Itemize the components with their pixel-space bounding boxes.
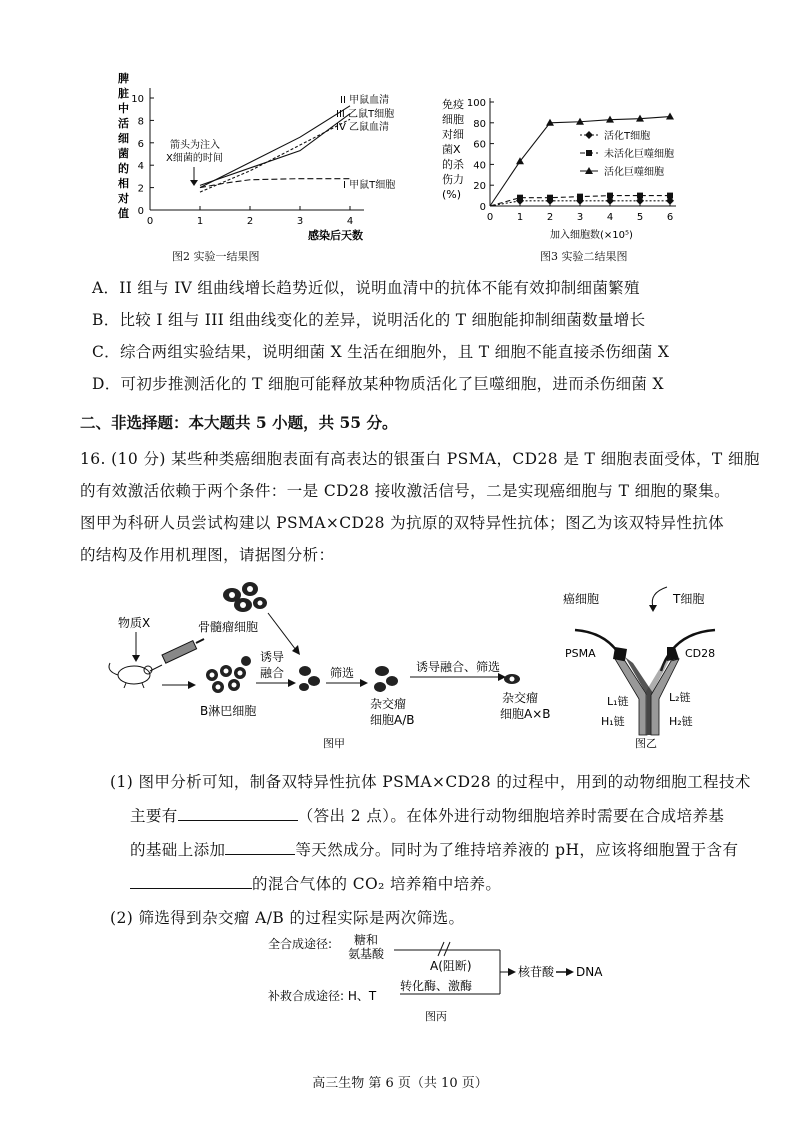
amino-label: 氨基酸 xyxy=(348,947,385,961)
y-axis-label-line: 免疫 xyxy=(442,98,464,111)
figure-yi-caption: 图乙 xyxy=(635,737,657,750)
series-line-4 xyxy=(200,179,350,188)
figure-2-caption: 图2 实验一结果图 xyxy=(172,250,260,263)
data-point-square xyxy=(667,193,673,199)
y-axis-label-char: 值 xyxy=(118,207,129,220)
sub1-line3a: 的基础上添加 xyxy=(130,841,226,859)
page-footer: 高三生物 第 6 页（共 10 页） xyxy=(312,1076,488,1091)
myeloma-cells-icon xyxy=(223,582,267,612)
fused-cells-icon xyxy=(299,666,320,691)
legend-unactivated-macro: 未活化巨噬细胞 xyxy=(604,149,674,160)
b-lymphocyte-icon xyxy=(206,656,251,693)
x-tick-label: 5 xyxy=(636,212,644,223)
y-axis-label-line: 菌X xyxy=(442,143,461,156)
sub1-line3b: 等天然成分。同时为了维持培养液的 pH，应该将细胞置于含有 xyxy=(295,841,739,859)
legend-activated-macro: 活化巨噬细胞 xyxy=(604,167,664,178)
q16-line4: 的结构及作用机理图，请据图分析： xyxy=(80,546,335,564)
x-tick-label: 3 xyxy=(296,216,304,227)
t-cell-label: T细胞 xyxy=(673,592,705,606)
sub1-line1: (1) 图甲分析可知，制备双特异性抗体 PSMA×CD28 的过程中，用到的动物细胞工程技术 xyxy=(110,773,751,791)
hybridoma-axb-icon xyxy=(504,674,520,684)
legend-marker-square xyxy=(586,150,592,156)
figure-3-caption: 图3 实验二结果图 xyxy=(540,250,628,263)
y-axis-label-char: 脾 xyxy=(118,72,129,85)
figure-2 xyxy=(110,70,400,260)
sub1-line2 xyxy=(130,804,724,826)
x-tick-label: 2 xyxy=(546,212,554,223)
y-tick-label: 80 xyxy=(473,118,486,130)
y-tick-label: 60 xyxy=(473,139,486,151)
sub1-line4-text: 的混合气体的 CO₂ 培养箱中培养。 xyxy=(252,875,502,893)
sub1-line4 xyxy=(130,872,501,894)
sub1-line2b: （答出 2 点）。在体外进行动物细胞培养时需要在合成培养基 xyxy=(297,807,725,825)
sub1-line2a: 主要有 xyxy=(130,807,178,825)
cancer-cell-label: 癌细胞 xyxy=(563,592,600,606)
section-title: 二、非选择题：本大题共 5 小题，共 55 分。 xyxy=(80,413,398,432)
hybridoma-ab-line1: 杂交瘤 xyxy=(370,697,407,711)
hybridoma-ab-line2: 细胞A/B xyxy=(370,713,415,727)
syringe-icon xyxy=(150,639,204,671)
data-point-triangle xyxy=(666,113,674,120)
option-d: D．可初步推测活化的 T 细胞可能释放某种物质活化了巨噬细胞，进而杀伤细菌 X xyxy=(92,375,664,393)
data-point-square xyxy=(577,194,583,200)
figure-yi xyxy=(555,575,735,755)
y-tick-label: 0 xyxy=(137,206,144,217)
figure-3-chart xyxy=(440,88,710,258)
y-tick-label: 2 xyxy=(137,183,144,195)
legend-II: II 甲鼠血清 xyxy=(340,95,390,106)
sub1-line3 xyxy=(130,838,738,860)
mouse-icon xyxy=(109,663,152,688)
x-tick-label: 3 xyxy=(576,212,584,223)
x-tick-label: 1 xyxy=(516,212,524,223)
legend-activated-t: 活化T细胞 xyxy=(604,131,651,142)
legend-IV: IV 乙鼠血清 xyxy=(336,122,389,133)
y-axis-label-char: 的 xyxy=(118,162,129,175)
figure-bing xyxy=(260,930,630,1025)
y-tick-label: 40 xyxy=(473,160,486,172)
figure-bing-caption: 图丙 xyxy=(425,1010,447,1023)
figure-jia-caption: 图甲 xyxy=(323,737,345,750)
y-axis-label-char: 中 xyxy=(118,102,129,115)
option-c: C．综合两组实验结果，说明细菌 X 生活在细胞外，且 T 细胞不能直接杀伤细菌 X xyxy=(92,343,670,361)
cd28-label: CD28 xyxy=(685,647,716,660)
data-point-square xyxy=(637,193,643,199)
x-tick-label: 0 xyxy=(146,216,154,227)
y-axis-label xyxy=(442,97,464,201)
screen-label: 筛选 xyxy=(330,666,355,680)
block-mark-2 xyxy=(444,942,450,956)
h2-label: H₂链 xyxy=(669,715,693,728)
y-tick-label: 10 xyxy=(131,94,144,105)
b-lymphocyte-label: B淋巴细胞 xyxy=(200,704,257,718)
legend-I: I 甲鼠T细胞 xyxy=(343,180,396,191)
t-cell-arrow xyxy=(652,587,667,607)
h1-label: H₁链 xyxy=(601,715,625,728)
y-axis-label-char: 细 xyxy=(118,132,129,145)
x-tick-label: 0 xyxy=(486,212,494,223)
sub2-line1: (2) 筛选得到杂交瘤 A/B 的过程实际是两次筛选。 xyxy=(110,909,465,927)
blocked-label: A(阻断) xyxy=(430,959,472,973)
nucleotide-label: 核苷酸 xyxy=(518,965,555,979)
y-tick-label: 8 xyxy=(137,116,144,128)
series-line-1 xyxy=(200,106,350,188)
x-tick-label: 4 xyxy=(346,216,354,227)
y-axis-label-line: 细胞 xyxy=(442,113,464,126)
figure-jia xyxy=(100,575,570,755)
y-axis-label-char: 相 xyxy=(118,177,129,190)
full-synthesis-label: 全合成途径: xyxy=(268,937,333,951)
data-point-square xyxy=(547,195,553,201)
injection-arrow-head xyxy=(190,180,198,186)
hybridoma-ab-icon xyxy=(374,666,398,692)
y-tick-label: 100 xyxy=(466,98,486,109)
block-mark-1 xyxy=(438,942,444,956)
induce-screen-label: 诱导融合、筛选 xyxy=(416,660,501,674)
hybridoma-axb-line1: 杂交瘤 xyxy=(502,691,539,705)
legend-marker-diamond xyxy=(585,131,593,139)
hybridoma-axb-line2: 细胞A×B xyxy=(500,707,551,721)
y-tick-label: 4 xyxy=(137,161,144,173)
enzymes-label: 转化酶、激酶 xyxy=(400,979,473,993)
x-tick-label: 4 xyxy=(606,212,614,223)
induce-label-2: 融合 xyxy=(260,666,285,680)
myeloma-label: 骨髓瘤细胞 xyxy=(198,620,259,634)
y-axis-label-char: 活 xyxy=(118,117,129,130)
substance-x-label: 物质X xyxy=(118,616,151,630)
q16-line2: 的有效激活依赖于两个条件：一是 CD28 接收激活信号，二是实现癌细胞与 T 细胞的聚集。 xyxy=(80,482,731,500)
y-tick-label: 0 xyxy=(479,202,486,213)
l2-label: L₂链 xyxy=(669,691,691,704)
y-axis-label xyxy=(117,71,129,220)
salvage-label: 补救合成途径: H、T xyxy=(268,989,377,1003)
psma-label: PSMA xyxy=(565,647,596,660)
arrow-note-line2: X细菌的时间 xyxy=(166,153,223,164)
y-axis-label-line: 的杀 xyxy=(442,158,464,171)
arrow-note-line1: 箭头为注入 xyxy=(170,140,220,151)
x-tick-label: 6 xyxy=(666,212,674,223)
figure-3 xyxy=(440,88,710,258)
y-axis-label-char: 脏 xyxy=(118,87,129,100)
q16-line3: 图甲为科研人员尝试构建以 PSMA×CD28 为抗原的双特异性抗体；图乙为该双特异性抗体 xyxy=(80,514,725,532)
x-axis-label: 加入细胞数(×10⁵) xyxy=(550,230,633,241)
option-b: B．比较 I 组与 III 组曲线变化的差异，说明活化的 T 细胞能抑制细菌数量增长 xyxy=(92,311,646,329)
y-axis-label-line: (%) xyxy=(442,188,462,201)
dna-label: DNA xyxy=(576,965,603,979)
induce-label-1: 诱导 xyxy=(260,650,285,664)
legend-III: III 乙鼠T细胞 xyxy=(336,109,395,120)
y-axis-label-char: 对 xyxy=(118,192,129,205)
legend xyxy=(580,129,674,178)
answer-blank-2[interactable] xyxy=(225,840,295,855)
x-axis-label: 感染后天数 xyxy=(308,229,363,242)
answer-blank-1[interactable] xyxy=(178,806,298,821)
option-a: A．II 组与 IV 组曲线增长趋势近似，说明血清中的抗体不能有效抑制细菌繁殖 xyxy=(92,279,640,297)
y-axis-label-line: 伤力 xyxy=(442,173,464,186)
data-point-square xyxy=(517,195,523,201)
y-axis-label-char: 菌 xyxy=(118,147,129,160)
y-tick-label: 20 xyxy=(473,181,486,193)
answer-blank-3[interactable] xyxy=(130,874,252,889)
figure-2-chart xyxy=(110,70,400,260)
x-tick-label: 1 xyxy=(196,216,204,227)
series-line-3 xyxy=(490,117,670,206)
sugar-label: 糖和 xyxy=(354,933,379,947)
data-point-square xyxy=(607,193,613,199)
x-tick-label: 2 xyxy=(246,216,254,227)
y-axis-label-line: 对细 xyxy=(442,128,464,141)
y-tick-label: 6 xyxy=(137,138,144,150)
l1-label: L₁链 xyxy=(607,695,629,708)
q16-line1: 16. (10 分) 某些种类癌细胞表面有高表达的银蛋白 PSMA，CD28 是 T 细胞表面受体，T 细胞 xyxy=(80,450,760,468)
